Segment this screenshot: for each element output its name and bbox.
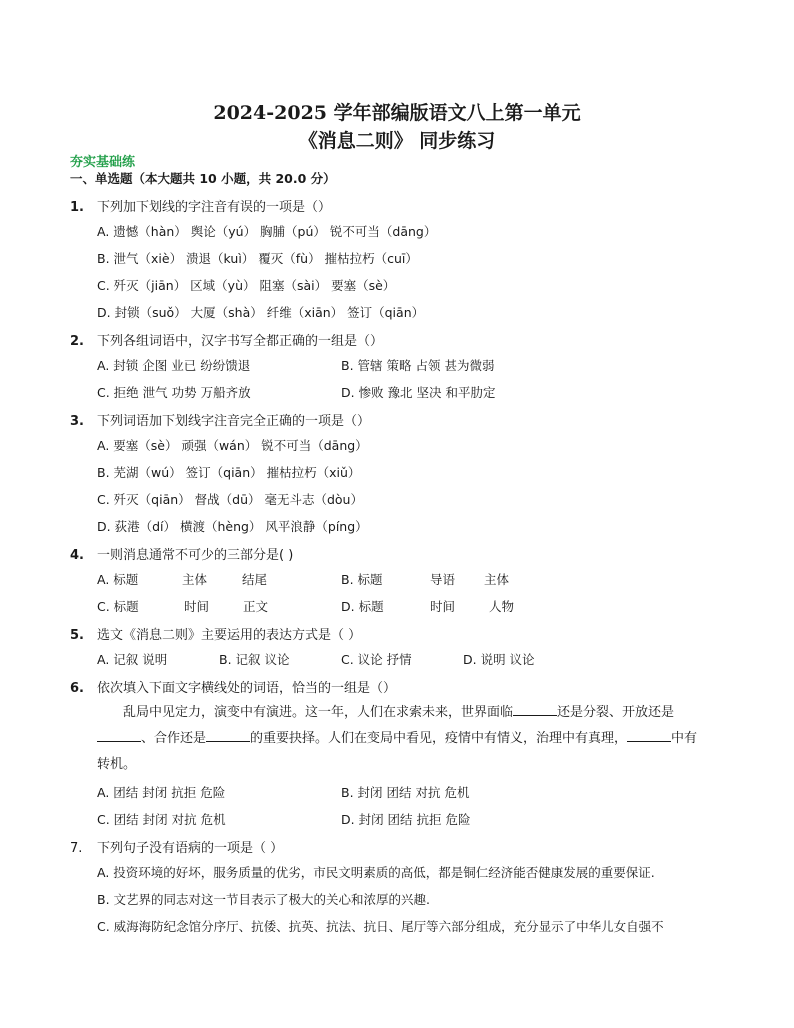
option-a[interactable]: A. 封锁 企图 业已 纷纷馈退 xyxy=(97,358,251,373)
option-a-term-3: 结尾 xyxy=(242,572,268,587)
option-b[interactable]: B. 泄气（xiè） 溃退（kuì） 覆灭（fù） 摧枯拉朽（cuī） xyxy=(97,251,418,266)
option-d[interactable]: D. 封锁（suǒ） 大厦（shà） 纤维（xiān） 签订（qiān） xyxy=(97,305,425,320)
question-stem: 下列各组词语中，汉字书写全都正确的一组是（） xyxy=(97,334,384,349)
question-3 xyxy=(70,410,370,429)
question-stem: 选文《消息二则》主要运用的表达方式是（ ） xyxy=(97,628,362,643)
option-d[interactable]: D. 惨败 豫北 坚决 和平肋定 xyxy=(341,385,496,400)
option-d[interactable]: D. 荻港（dí） 横渡（hèng） 风平浪静（píng） xyxy=(97,519,368,534)
option-b-term-3: 主体 xyxy=(484,572,510,587)
passage-text: 转机。 xyxy=(97,757,137,772)
part-heading: 一、单选题（本大题共 10 小题，共 20.0 分） xyxy=(70,171,336,186)
fill-blank-1[interactable] xyxy=(513,701,557,716)
question-stem: 一则消息通常不可少的三部分是( ) xyxy=(97,548,294,563)
question-number: 4. xyxy=(70,548,84,563)
question-number: 6. xyxy=(70,681,84,696)
option-a[interactable]: A. 标题 xyxy=(97,572,139,587)
option-c[interactable]: C. 威海海防纪念馆分序厅、抗倭、抗英、抗法、抗日、尾厅等六部分组成，充分显示了中华儿女自强不 xyxy=(97,919,664,934)
option-c-term-2: 时间 xyxy=(184,599,210,614)
fill-blank-2[interactable] xyxy=(97,727,141,742)
passage-text: 中有 xyxy=(671,731,698,746)
option-a-term-2: 主体 xyxy=(182,572,208,587)
option-a[interactable]: A. 要塞（sè） 顽强（wán） 锐不可当（dāng） xyxy=(97,438,368,453)
question-2 xyxy=(70,330,383,349)
fill-blank-3[interactable] xyxy=(206,727,250,742)
option-a[interactable]: A. 遗憾（hàn） 舆论（yú） 胸脯（pú） 锐不可当（dāng） xyxy=(97,224,437,239)
passage-text: 的重要抉择。人们在变局中看见，疫情中有情义，治理中有真理， xyxy=(250,731,628,746)
option-b[interactable]: B. 封闭 团结 对抗 危机 xyxy=(341,785,470,800)
question-number: 1. xyxy=(70,200,84,215)
question-number: 5. xyxy=(70,628,84,643)
option-d[interactable]: D. 标题 xyxy=(341,599,384,614)
document-subtitle: 《消息二则》 同步练习 xyxy=(298,130,496,152)
question-number: 7. xyxy=(70,841,83,856)
option-b[interactable]: B. 管辖 策略 占领 甚为微弱 xyxy=(341,358,495,373)
question-4 xyxy=(70,544,293,563)
question-number: 2. xyxy=(70,334,84,349)
question-1 xyxy=(70,196,331,215)
option-b[interactable]: B. 文艺界的同志对这一节目表示了极大的关心和浓厚的兴趣. xyxy=(97,892,430,907)
option-b[interactable]: B. 标题 xyxy=(341,572,383,587)
passage-text: 还是分裂、开放还是 xyxy=(557,705,675,720)
option-a[interactable]: A. 团结 封闭 抗拒 危险 xyxy=(97,785,226,800)
passage-text: 、合作还是 xyxy=(141,731,207,746)
question-stem: 下列加下划线的字注音有误的一项是（） xyxy=(97,200,332,215)
question-6 xyxy=(70,677,396,696)
option-c[interactable]: C. 议论 抒情 xyxy=(341,652,412,667)
option-c[interactable]: C. 歼灭（qiān） 督战（dū） 毫无斗志（dòu） xyxy=(97,492,363,507)
option-a[interactable]: A. 记叙 说明 xyxy=(97,652,168,667)
option-c[interactable]: C. 标题 xyxy=(97,599,139,614)
option-c[interactable]: C. 团结 封闭 对抗 危机 xyxy=(97,812,226,827)
passage-text: 乱局中见定力，演变中有演进。这一年，人们在求索未来，世界面临 xyxy=(123,705,514,720)
question-number: 3. xyxy=(70,414,84,429)
option-b-term-2: 导语 xyxy=(430,572,456,587)
question-5 xyxy=(70,624,361,643)
fill-blank-4[interactable] xyxy=(627,727,671,742)
reading-passage xyxy=(97,700,725,778)
option-d-term-3: 人物 xyxy=(489,599,515,614)
question-stem: 下列词语加下划线字注音完全正确的一项是（） xyxy=(97,414,371,429)
option-a[interactable]: A. 投资环境的好坏，服务质量的优劣，市民文明素质的高低，都是铜仁经济能否健康发展的重要保证. xyxy=(97,865,655,880)
section-heading: 夯实基础练 xyxy=(70,155,136,170)
option-c[interactable]: C. 歼灭（jiān） 区域（yù） 阻塞（sài） 要塞（sè） xyxy=(97,278,396,293)
question-7 xyxy=(70,837,283,856)
option-d[interactable]: D. 说明 议论 xyxy=(463,652,535,667)
question-stem: 依次填入下面文字横线处的词语，恰当的一组是（） xyxy=(97,681,397,696)
option-d-term-2: 时间 xyxy=(430,599,456,614)
option-c-term-3: 正文 xyxy=(243,599,269,614)
option-b[interactable]: B. 芜湖（wú） 签订（qiān） 摧枯拉朽（xiǔ） xyxy=(97,465,361,480)
option-d[interactable]: D. 封闭 团结 抗拒 危险 xyxy=(341,812,471,827)
question-stem: 下列句子没有语病的一项是（ ） xyxy=(97,841,284,856)
option-b[interactable]: B. 记叙 议论 xyxy=(219,652,290,667)
option-c[interactable]: C. 拒绝 泄气 功势 万船齐放 xyxy=(97,385,251,400)
document-title: 2024-2025 学年部编版语文八上第一单元 xyxy=(213,102,581,124)
